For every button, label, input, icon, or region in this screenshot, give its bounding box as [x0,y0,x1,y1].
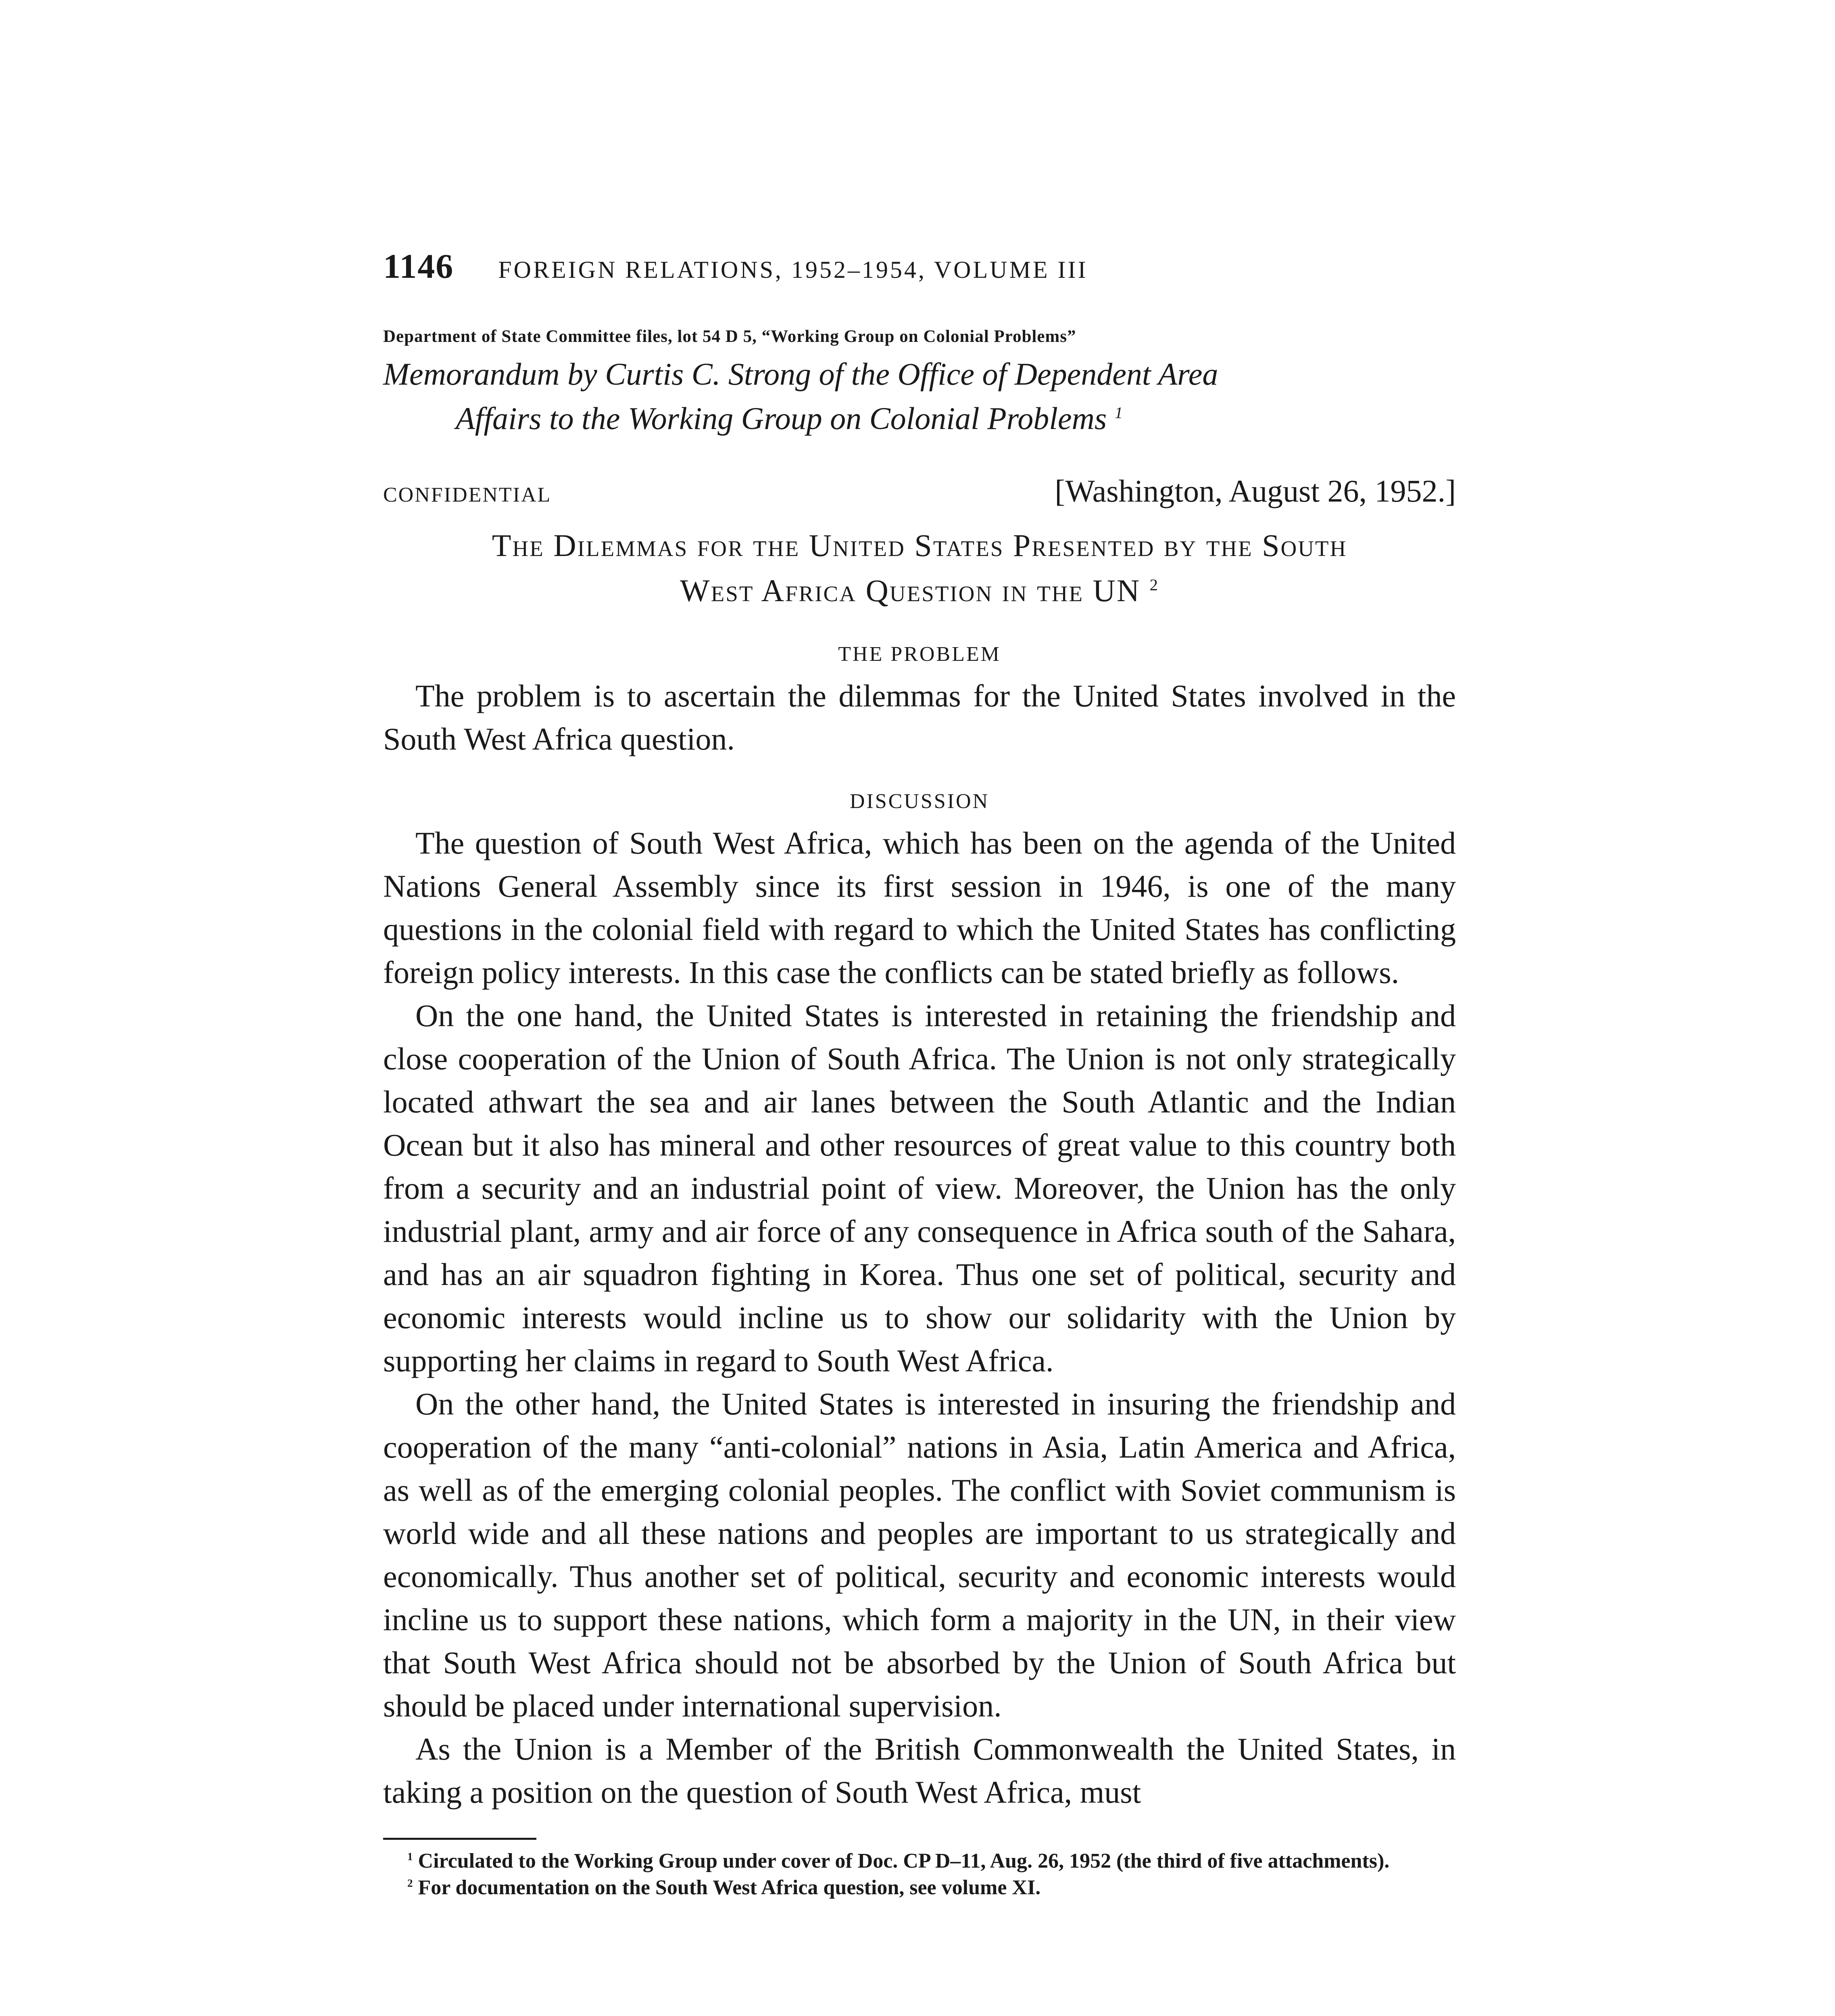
memo-title-line-2: Affairs to the Working Group on Colonial Problems [456,401,1107,436]
footnote-marker-2: 2 [407,1877,413,1889]
page-number: 1146 [383,247,454,285]
memo-title-line-2-wrap [383,396,1456,441]
memo-title [383,352,1456,441]
document-title [383,523,1456,613]
document-page [383,246,1456,1901]
document-title-line-2: West Africa Question in the UN [680,573,1141,608]
section-heading-discussion: DISCUSSION [849,790,990,813]
document-title-line-1: The Dilemmas for the United States Presented by the South [492,528,1347,563]
footnote-text-2: For documentation on the South West Africa question, see volume XI. [418,1876,1041,1899]
paragraph-discussion-1: The question of South West Africa, which has been on the agenda of the United Nations General Assembly since its first session in 1946, is one of the many questions in the colonial field with regard to which the United States has conflicting foreign policy interests. In this case the conflicts can be stated briefly as follows. [383,825,1456,990]
meta-row [383,473,1456,509]
running-title: FOREIGN RELATIONS, 1952–1954, VOLUME III [498,256,1088,283]
place-date: [Washington, August 26, 1952.] [1055,473,1456,508]
footnote-2 [383,1874,1456,1901]
footnote-divider [383,1838,536,1840]
footnote-1 [383,1848,1456,1874]
document-title-line-2-wrap [383,568,1456,613]
section-heading-problem: THE PROBLEM [838,643,1001,666]
paragraph-discussion-3: On the other hand, the United States is interested in insuring the friendship and cooperation of the many “anti-colonial” nations in Asia, Latin America and Africa, as well as of the emerging colonial peoples. The conflict with Soviet communism is world wide and all these nations and peoples are important to us strategically and economically. Thus another set of political, security and economic interests would incline us to support these nations, which form a majority in the UN, in their view that South West Africa should not be absorbed by the Union of South Africa but should be placed under international supervision. [383,1386,1456,1723]
footnote-text-1: Circulated to the Working Group under cover of Doc. CP D–11, Aug. 26, 1952 (the third of five attachments). [418,1849,1390,1872]
classification-label: CONFIDENTIAL [383,483,552,506]
paragraph-problem: The problem is to ascertain the dilemmas for the United States involved in the South West Africa question. [383,678,1456,756]
footnote-ref-1: 1 [1114,404,1123,422]
paragraph-discussion-2: On the one hand, the United States is interested in retaining the friendship and close cooperation of the Union of South Africa. The Union is not only strategically located athwart the sea and air lanes between the South Atlantic and the Indian Ocean but it also has mineral and other resources of great value to this country both from a security and an industrial point of view. Moreover, the Union has the only industrial plant, army and air force of any consequence in Africa south of the Sahara, and has an air squadron fighting in Korea. Thus one set of political, security and economic interests would incline us to show our solidarity with the Union by supporting her claims in regard to South West Africa. [383,998,1456,1378]
source-note: Department of State Committee files, lot 54 D 5, “Working Group on Colonial Problems” [383,327,1076,346]
footnote-marker-1: 1 [407,1850,413,1863]
running-head [383,246,1456,290]
footnote-ref-2: 2 [1149,576,1159,594]
memo-title-line-1: Memorandum by Curtis C. Strong of the Office of Dependent Area [383,356,1218,392]
paragraph-discussion-4: As the Union is a Member of the British Commonwealth the United States, in taking a position on the question of South West Africa, must [383,1731,1456,1810]
